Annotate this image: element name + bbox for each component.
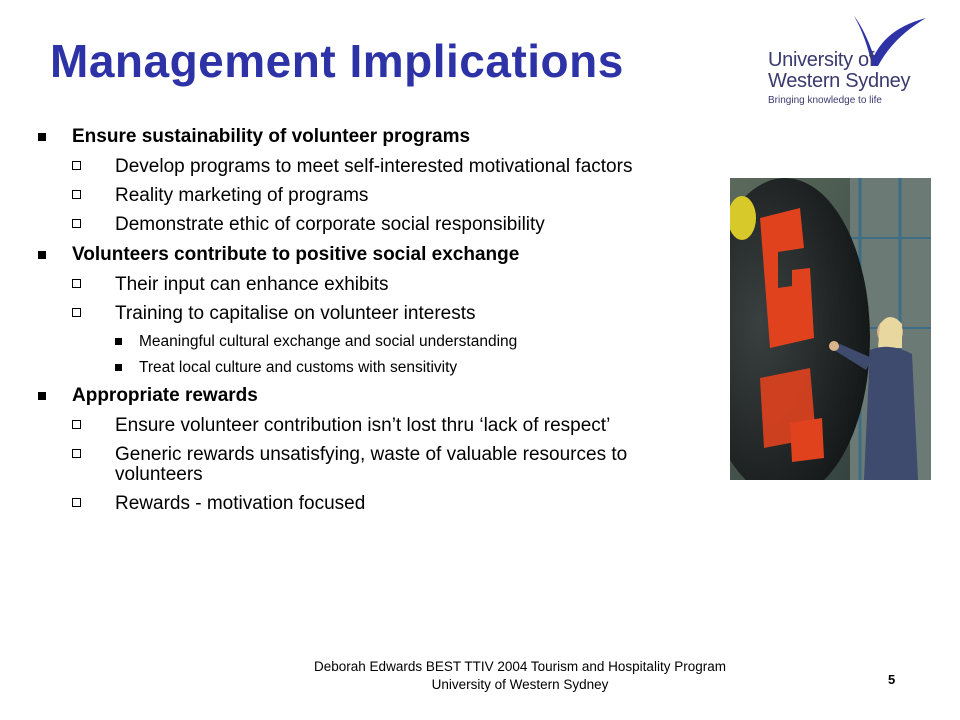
sub-bullet — [72, 186, 668, 206]
footer-line-2: University of Western Sydney — [431, 677, 609, 692]
sub-bullet-text: Their input can enhance exhibits — [115, 274, 389, 295]
sub-bullet — [72, 445, 668, 485]
square-bullet-icon — [115, 364, 122, 371]
slide-title: Management Implications — [50, 35, 624, 87]
sub-bullet-text: Develop programs to meet self-interested motivational factors — [115, 156, 633, 177]
bullet-rewards — [38, 385, 668, 514]
sub-bullet — [72, 157, 668, 177]
sub-sub-bullet-text: Treat local culture and customs with sensitivity — [139, 359, 458, 376]
sub-bullet-text: Training to capitalise on volunteer interests — [115, 303, 476, 324]
sub-bullet-text: Generic rewards unsatisfying, waste of valuable resources to volunteers — [115, 444, 628, 485]
sub-sub-bullet — [115, 333, 668, 350]
square-bullet-icon — [38, 251, 46, 259]
page-number: 5 — [888, 672, 896, 687]
sub-bullet-text: Reality marketing of programs — [115, 185, 369, 206]
logo-tagline: Bringing knowledge to life — [768, 95, 882, 106]
footer-line-1: Deborah Edwards BEST TTIV 2004 Tourism and Hospitality Program — [314, 659, 726, 674]
bullet-text: Appropriate rewards — [72, 385, 258, 406]
sub-bullet — [72, 215, 668, 235]
hollow-square-bullet-icon — [72, 219, 81, 228]
university-logo — [766, 12, 936, 108]
sub-bullet — [72, 494, 668, 514]
hollow-square-bullet-icon — [72, 498, 81, 507]
bullet-social-exchange — [38, 244, 668, 376]
sub-sub-bullet-text: Meaningful cultural exchange and social understanding — [139, 333, 518, 350]
bullet-sustainability — [38, 126, 668, 235]
hollow-square-bullet-icon — [72, 161, 81, 170]
sub-sub-bullet — [115, 359, 668, 376]
sub-bullet-text: Ensure volunteer contribution isn’t lost thru ‘lack of respect’ — [115, 415, 611, 436]
hollow-square-bullet-icon — [72, 279, 81, 288]
sub-bullet-text: Demonstrate ethic of corporate social responsibility — [115, 214, 545, 235]
sub-bullet — [72, 275, 668, 295]
logo-line-1: University of — [768, 49, 875, 71]
hollow-square-bullet-icon — [72, 308, 81, 317]
university-wordmark — [768, 50, 910, 92]
square-bullet-icon — [38, 133, 46, 141]
sub-bullet-text: Rewards - motivation focused — [115, 493, 366, 514]
footer-credit — [240, 658, 800, 694]
square-bullet-icon — [115, 338, 122, 345]
hollow-square-bullet-icon — [72, 190, 81, 199]
hollow-square-bullet-icon — [72, 420, 81, 429]
sub-bullet — [72, 304, 668, 324]
bullet-list — [38, 126, 668, 514]
volunteer-painting-photo — [730, 178, 931, 480]
bullet-text: Ensure sustainability of volunteer programs — [72, 126, 471, 147]
hollow-square-bullet-icon — [72, 449, 81, 458]
sub-bullet — [72, 416, 668, 436]
logo-line-2: Western Sydney — [768, 70, 911, 92]
square-bullet-icon — [38, 392, 46, 400]
bullet-text: Volunteers contribute to positive social exchange — [72, 244, 520, 265]
